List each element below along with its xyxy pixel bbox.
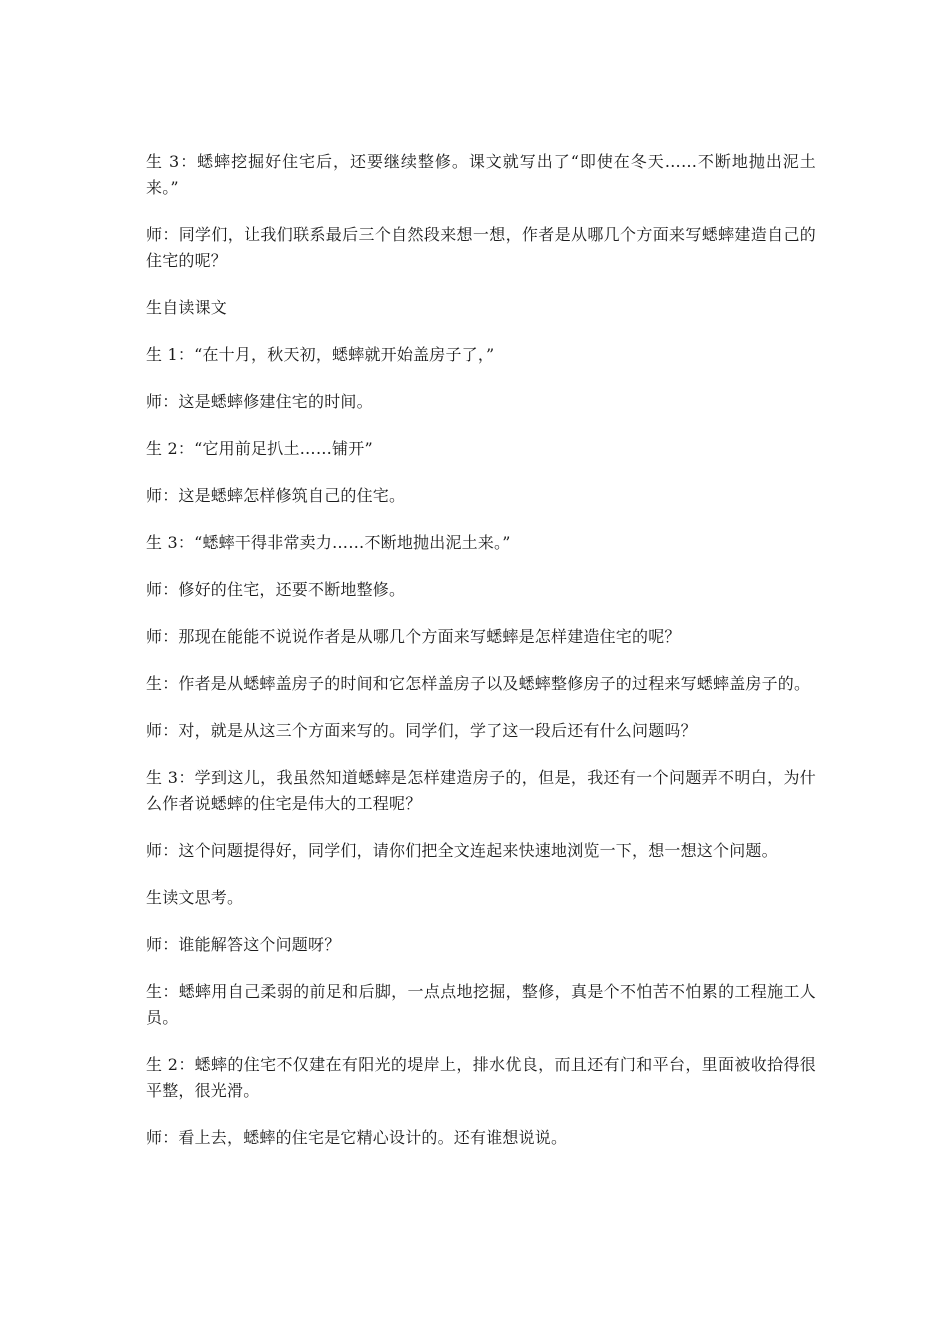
paragraph-teacher-how-built: 师：这是蟋蟀怎样修筑自己的住宅。 <box>146 486 406 505</box>
paragraph-student3-great-project: 生 3：学到这儿，我虽然知道蟋蟀是怎样建造房子的，但是，我还有一个问题弄不明白，为什么作者说蟋蟀的住宅是伟大的工程呢？ <box>146 768 816 813</box>
paragraph-teacher-careful-design: 师：看上去，蟋蟀的住宅是它精心设计的。还有谁想说说。 <box>146 1128 568 1147</box>
paragraph-student2-house-features: 生 2：蟋蟀的住宅不仅建在有阳光的堤岸上，排水优良，而且还有门和平台，里面被收拾得很平整，很光滑。 <box>146 1055 816 1100</box>
paragraph-teacher-maintenance: 师：修好的住宅，还要不断地整修。 <box>146 580 406 599</box>
paragraph-teacher-any-questions: 师：对，就是从这三个方面来写的。同学们，学了这一段后还有什么问题吗？ <box>146 721 697 740</box>
paragraph-student-tireless-worker: 生：蟋蟀用自己柔弱的前足和后脚，一点点地挖掘，整修，真是个不怕苦不怕累的工程施工人员。 <box>146 982 816 1027</box>
paragraph-teacher-summary-question: 师：那现在能能不说说作者是从哪几个方面来写蟋蟀是怎样建造住宅的呢？ <box>146 627 681 646</box>
paragraph-students-think: 生读文思考。 <box>146 888 244 907</box>
paragraph-student3-renovation: 生 3：蟋蟀挖掘好住宅后，还要继续整修。课文就写出了“即使在冬天……不断地抛出泥土来。” <box>146 152 816 197</box>
paragraph-teacher-who-answers: 师：谁能解答这个问题呀？ <box>146 935 341 954</box>
paragraph-students-read: 生自读课文 <box>146 298 228 317</box>
paragraph-student1-october: 生 1：“在十月，秋天初，蟋蟀就开始盖房子了，” <box>146 345 495 364</box>
paragraph-student3-hard-work: 生 3：“蟋蟀干得非常卖力……不断地抛出泥土来。” <box>146 533 511 552</box>
paragraph-teacher-browse: 师：这个问题提得好，同学们，请你们把全文连起来快速地浏览一下，想一想这个问题。 <box>146 841 778 860</box>
paragraph-teacher-question-aspects: 师：同学们，让我们联系最后三个自然段来想一想，作者是从哪几个方面来写蟋蟀建造自己的住宅的呢？ <box>146 225 816 270</box>
paragraph-student2-front-feet: 生 2：“它用前足扒土……铺开” <box>146 439 373 458</box>
paragraph-teacher-time: 师：这是蟋蟀修建住宅的时间。 <box>146 392 373 411</box>
document-body <box>146 149 816 1172</box>
paragraph-student-summary-answer: 生：作者是从蟋蟀盖房子的时间和它怎样盖房子以及蟋蟀整修房子的过程来写蟋蟀盖房子的。 <box>146 674 811 693</box>
